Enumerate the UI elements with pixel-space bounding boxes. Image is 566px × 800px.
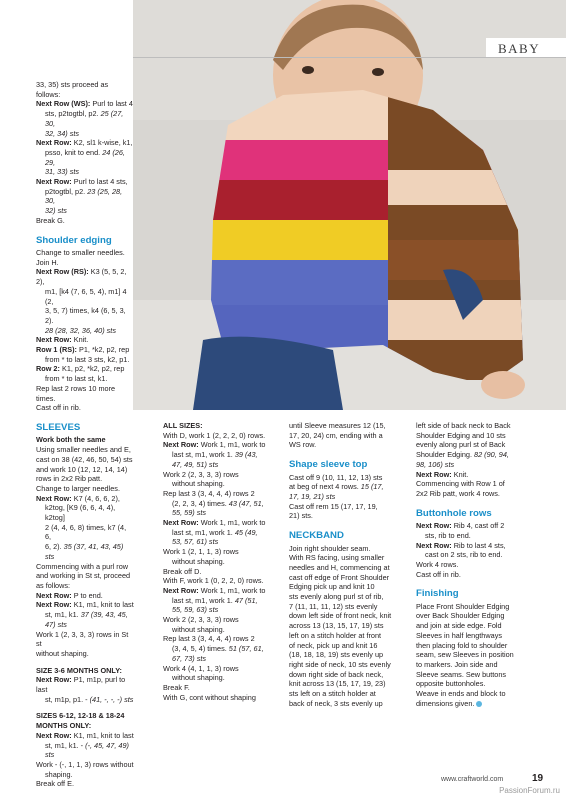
- row-label: Next Row:: [36, 335, 72, 345]
- text-line: down left side of front neck, knit: [289, 611, 392, 621]
- text-line: down right side of back neck,: [289, 669, 384, 679]
- text-line: as follows:: [36, 580, 71, 590]
- text-line: With D, work 1 (2, 2, 2, 0) rows.: [163, 430, 266, 440]
- text-line: Cast off in rib.: [36, 403, 81, 413]
- row-label: Next Row (RS):: [36, 267, 89, 277]
- pattern-row-cont: [163, 450, 283, 460]
- pattern-row-cont: [36, 610, 134, 620]
- text-line: and work 10 (12, 12, 14, 14): [36, 464, 128, 474]
- stitch-count: 17, 19, 21) sts: [289, 491, 336, 501]
- text-line: left on a stitch holder at front: [289, 630, 382, 640]
- pattern-row-cont: 3, 5, 7) times, k4 (6, 5, 3, 2).: [45, 306, 126, 325]
- stitch-count: 53, 57, 61) sts: [172, 537, 219, 547]
- stitch-count: 32) sts: [45, 206, 67, 216]
- section-label: BABY: [498, 41, 541, 56]
- text-line: Commencing with Row 1 of: [416, 479, 505, 489]
- text-line: sts evenly along purl st of rib,: [289, 592, 384, 602]
- row-label: Next Row:: [36, 493, 72, 503]
- text-line: left side of back neck to Back: [416, 421, 511, 430]
- stitch-count: 39 (43,: [234, 450, 258, 460]
- stitch-count: 32, 34) sts: [45, 128, 80, 138]
- pattern-row: [36, 138, 134, 148]
- pattern-row-cont: 2 (4, 4, 6, 8) times, k7 (4, 6,: [45, 522, 127, 542]
- spacer: [36, 659, 134, 666]
- text-line: WS row.: [289, 440, 317, 450]
- text-line: Shoulder Edging and 10 sts: [416, 430, 506, 440]
- pattern-row: [36, 591, 134, 601]
- text-line: until Sleeve measures 12 (15,: [289, 421, 386, 430]
- stitch-count: 45 (49,: [234, 527, 258, 537]
- row-text: 6, 2).: [45, 542, 64, 552]
- subheading: Work both the same: [36, 435, 106, 445]
- text-line: sts left on a stitch holder at: [289, 689, 376, 699]
- text-line: Cast off in rib.: [416, 569, 461, 579]
- column-4: [416, 421, 532, 709]
- row-text: Rib 4, cast off 2: [451, 521, 505, 531]
- row-label: Next Row:: [163, 518, 199, 528]
- baby-photo-illustration: [133, 0, 566, 410]
- text-line: knit across 13 (15, 17, 19, 23): [289, 679, 386, 689]
- stitch-count: 98, 106) sts: [416, 459, 455, 469]
- section-heading: NECKBAND: [289, 530, 344, 542]
- row-text: dimensions given.: [416, 698, 475, 708]
- spacer: [416, 579, 532, 586]
- spacer: [416, 499, 532, 506]
- stitch-count: 43 (47, 51,: [228, 498, 264, 508]
- pattern-row: [163, 440, 283, 450]
- row-text: P1, *k2, p2, rep: [76, 345, 130, 355]
- row-text: psso, knit to end.: [45, 147, 103, 157]
- photo-baby-in-striped-cardigan: [133, 0, 566, 410]
- text-line: 2x2 Rib patt, work 4 rows.: [416, 488, 500, 498]
- stitch-count: 55, 59) sts: [172, 508, 207, 518]
- pattern-row-cont: m1, [k4 (7, 6, 5, 4), m1] 4 (2,: [45, 286, 127, 306]
- row-text: (2, 2, 3, 4) times.: [172, 498, 229, 508]
- pattern-row: [36, 675, 134, 694]
- text-line: [416, 699, 532, 709]
- section-label-box: [486, 38, 566, 58]
- text-line: and join at side edge. Fold: [416, 621, 502, 631]
- text-line: [163, 644, 283, 654]
- stitch-count: (41, -, -, -) sts: [89, 694, 134, 704]
- row-label: Next Row:: [36, 730, 72, 740]
- row-text: p2togtbl, p2.: [45, 186, 88, 196]
- text-line: without shaping.: [172, 556, 225, 566]
- spacer: [36, 413, 134, 420]
- row-label: Next Row:: [36, 600, 72, 610]
- text-line: right side of neck, 10 sts evenly: [289, 660, 391, 669]
- text-line: Cast off 9 (10, 11, 12, 13) sts: [289, 472, 383, 482]
- pattern-row: [163, 518, 283, 528]
- text-line: without shaping.: [36, 648, 89, 658]
- stitch-count: 37 (39, 43, 45,: [80, 610, 128, 620]
- pattern-row-cont: [36, 542, 134, 561]
- row-text: Work 1, m1, work to: [198, 440, 266, 450]
- text-line: Sleeves in half lengthways: [416, 630, 502, 640]
- text-line: cast off edge of Front Shoulder: [289, 572, 390, 582]
- section-heading: Finishing: [416, 588, 459, 600]
- pattern-row: [416, 541, 532, 551]
- text-line: back of neck, 3 sts evenly up: [289, 698, 383, 708]
- row-text: Purl to last 4: [90, 99, 133, 109]
- pattern-row-cont: [163, 596, 283, 606]
- text-line: Using smaller needles and E,: [36, 445, 131, 455]
- text-line: [416, 450, 532, 460]
- row-text: last st, m1, work 1.: [172, 450, 235, 460]
- pattern-row-cont: [36, 695, 134, 705]
- text-line: evenly along purl st of Back: [416, 440, 506, 450]
- row-text: P1, m1p, purl to last: [36, 675, 126, 695]
- text-line: then placing fold to shoulder: [416, 640, 508, 650]
- section-heading: Shape sleeve top: [289, 459, 368, 471]
- row-text: st, m1, k1. -: [45, 740, 86, 750]
- text-line: Join H.: [36, 257, 59, 267]
- text-line: seam, sew Sleeves in position: [416, 650, 514, 660]
- row-label: Next Row:: [36, 675, 72, 685]
- pattern-row-cont: from * to last 3 sts, k2, p1.: [45, 354, 130, 364]
- text-line: needles and H, commencing at: [289, 562, 390, 572]
- pattern-row: [36, 600, 134, 610]
- text-line: without shaping.: [172, 479, 225, 489]
- text-line: without shaping.: [172, 624, 225, 634]
- stitch-count: 82 (90, 94,: [474, 450, 509, 460]
- row-text: K1, p2, *k2, p2, rep: [59, 364, 125, 374]
- stitch-count: 31, 33) sts: [45, 167, 80, 177]
- text-line: Work 4 (4, 1, 1, 3) rows: [163, 663, 239, 673]
- row-label: Row 1 (RS):: [36, 345, 77, 355]
- spacer: [289, 521, 411, 528]
- page-number: 19: [532, 773, 544, 784]
- subheading: SIZE 3-6 MONTHS ONLY:: [36, 665, 122, 675]
- text-line: 21) sts.: [289, 511, 313, 521]
- stitch-count: 55, 59, 63) sts: [172, 605, 219, 615]
- text-line: Break G.: [36, 215, 65, 225]
- column-1: [36, 80, 134, 789]
- text-line: Join right shoulder seam.: [289, 543, 371, 553]
- text-line: Rep last 2 rows 10 more times.: [36, 383, 116, 403]
- row-text: at beg of next 4 rows.: [289, 482, 361, 492]
- text-line: Place Front Shoulder Edging: [416, 601, 510, 611]
- footer-url: www.craftworld.com: [441, 776, 504, 783]
- pattern-row: [36, 364, 134, 374]
- pattern-row: [416, 521, 532, 531]
- text-line: opposite buttonholes.: [416, 679, 486, 689]
- subheading: SIZES 6-12, 12-18 & 18-24: [36, 711, 125, 721]
- section-heading: Shoulder edging: [36, 234, 112, 246]
- stitch-count: 28 (28, 32, 36, 40) sts: [45, 325, 116, 335]
- text-line: [289, 482, 411, 492]
- text-line: shaping.: [45, 769, 73, 779]
- column-2: [163, 421, 283, 702]
- text-line: across 13 (13, 15, 17, 19) sts: [289, 621, 384, 631]
- pattern-row-cont: from * to last st, k1.: [45, 374, 108, 384]
- row-text: K3 (5, 5, 2, 2),: [36, 267, 127, 287]
- end-mark-icon: [476, 701, 482, 707]
- pattern-row: [36, 177, 134, 187]
- text-line: Change to larger needles.: [36, 483, 120, 493]
- text-line: rows in 2x2 Rib patt.: [36, 474, 103, 484]
- text-line: Work 2 (2, 3, 3, 3) rows: [163, 615, 239, 625]
- text-line: Break off D.: [163, 566, 202, 576]
- row-label: Next Row:: [36, 177, 72, 187]
- row-label: Next Row:: [163, 585, 199, 595]
- text-line: With F, work 1 (0, 2, 2, 0) rows.: [163, 576, 264, 586]
- row-label: Next Row (WS):: [36, 99, 91, 109]
- row-text: sts, p2togtbl, p2.: [45, 109, 101, 119]
- row-text: K1, m1, knit to last: [71, 600, 134, 610]
- stitch-count: 47, 49, 51) sts: [172, 459, 219, 469]
- text-line: over Back Shoulder Edging: [416, 611, 505, 621]
- text-line: of neck, pick up and knit 16: [289, 640, 378, 650]
- text-line: Break F.: [163, 682, 190, 692]
- text-line: cast on 38 (42, 46, 50, 54) sts: [36, 454, 133, 464]
- pattern-row-cont: [36, 148, 134, 167]
- row-text: Purl to last 4 sts,: [71, 177, 128, 187]
- row-text: st, m1p, p1. -: [45, 694, 90, 704]
- pattern-row: [36, 267, 134, 286]
- row-label: Next Row:: [36, 138, 72, 148]
- text-line: Edging pick up and knit 10: [289, 582, 375, 592]
- pattern-row: [416, 470, 532, 480]
- row-text: Work 1, m1, work to: [198, 585, 266, 595]
- section-heading: Buttonhole rows: [416, 507, 492, 519]
- pattern-row: [36, 731, 134, 741]
- pattern-row-cont: k2tog, [K9 (6, 6, 4, 4), k2tog]: [45, 503, 116, 523]
- stitch-count: (-, 45, 47, 49) sts: [45, 740, 129, 760]
- text-line: Sleeve seams. Sew buttons: [416, 669, 507, 679]
- row-text: last st, m1, work 1.: [172, 595, 235, 605]
- stitch-count: 24 (26, 29,: [45, 147, 125, 167]
- text-line: Change to smaller needles.: [36, 248, 125, 258]
- text-line: Work 4 rows.: [416, 559, 459, 569]
- pattern-row-cont: cast on 2 sts, rib to end.: [425, 550, 503, 560]
- subheading: MONTHS ONLY:: [36, 721, 92, 731]
- row-label: Row 2:: [36, 364, 60, 374]
- text-line: (18, 18, 18, 19) sts evenly up: [289, 650, 384, 660]
- pattern-row-cont: [36, 109, 134, 128]
- row-label: Next Row:: [416, 521, 452, 531]
- text-line: Work 2 (2, 3, 3, 3) rows: [163, 469, 239, 479]
- watermark: PassionForum.ru: [499, 786, 560, 795]
- row-text: K7 (4, 6, 6, 2),: [71, 493, 120, 503]
- text-line: Work 1 (2, 1, 1, 3) rows: [163, 547, 239, 557]
- text-line: [163, 499, 283, 509]
- pattern-row-cont: [36, 187, 134, 206]
- text-line: Break off E.: [36, 779, 74, 789]
- row-label: Next Row:: [416, 469, 452, 479]
- stitch-count: 47 (51,: [234, 595, 258, 605]
- text-line: With G, cont without shaping: [163, 692, 256, 702]
- row-label: Next Row:: [163, 440, 199, 450]
- stitch-count: 51 (57, 61,: [228, 644, 264, 654]
- stitch-count: 35 (37, 41, 43, 45) sts: [45, 542, 124, 561]
- pattern-row: [36, 345, 134, 355]
- row-text: Work 1, m1, work to: [198, 518, 266, 528]
- pattern-row: [36, 494, 134, 504]
- stitch-count: 15 (17,: [360, 482, 384, 492]
- stitch-count: 23 (25, 28, 30,: [45, 186, 123, 206]
- text-line: Rep last 3 (3, 4, 4, 4) rows 2: [163, 488, 255, 498]
- row-text: K1, m1, knit to last: [71, 730, 134, 740]
- stitch-count: 67, 73) sts: [172, 653, 207, 663]
- row-label: Next Row:: [416, 540, 452, 550]
- row-text: (3, 4, 5, 4) times.: [172, 644, 229, 654]
- pattern-row-cont: sts, rib to end.: [425, 530, 471, 540]
- row-label: Next Row:: [36, 590, 72, 600]
- stitch-count: 25 (27, 30,: [45, 109, 124, 128]
- text-line: Cast off rem 15 (17, 17, 19,: [289, 501, 378, 511]
- row-text: K2, sl1 k-wise, k1,: [71, 138, 133, 148]
- row-text: last st, m1, work 1.: [172, 527, 235, 537]
- text-line: 7 (11, 11, 11, 12) sts evenly: [289, 601, 378, 611]
- text-line: without shaping.: [172, 673, 225, 683]
- text-line: Work - (-, 1, 1, 3) rows without: [36, 759, 134, 769]
- subheading: ALL SIZES:: [163, 421, 203, 430]
- row-text: Knit.: [451, 469, 469, 479]
- text-line: Rep last 3 (3, 4, 4, 4) rows 2: [163, 634, 255, 644]
- header-rule: [133, 57, 566, 58]
- text-line: to markers. Join side and: [416, 660, 498, 669]
- pattern-row-cont: [163, 528, 283, 538]
- stitch-count: 47) sts: [45, 619, 67, 629]
- row-text: Knit.: [71, 335, 89, 345]
- text-line: Commencing with a purl row: [36, 561, 129, 571]
- spacer: [289, 450, 411, 457]
- pattern-row: [36, 335, 134, 345]
- column-3: [289, 421, 411, 709]
- text-line: 33, 35) sts proceed as follows:: [36, 80, 109, 99]
- row-text: Shoulder Edging.: [416, 450, 475, 460]
- text-line: Weave in ends and block to: [416, 689, 506, 699]
- pattern-row: [36, 99, 134, 109]
- spacer: [36, 226, 134, 233]
- text-line: and working in St st, proceed: [36, 571, 131, 581]
- text-line: Work 1 (2, 3, 3, 3) rows in St st: [36, 629, 129, 649]
- pattern-row: [163, 586, 283, 596]
- spacer: [36, 704, 134, 711]
- section-heading: SLEEVES: [36, 421, 81, 433]
- row-text: P to end.: [71, 590, 103, 600]
- text-line: With RS facing, using smaller: [289, 553, 385, 563]
- row-text: st, m1, k1.: [45, 610, 81, 620]
- row-text: Rib to last 4 sts,: [451, 540, 506, 550]
- text-line: 17, 20, 24) cm, ending with a: [289, 430, 383, 440]
- pattern-row-cont: [36, 741, 134, 760]
